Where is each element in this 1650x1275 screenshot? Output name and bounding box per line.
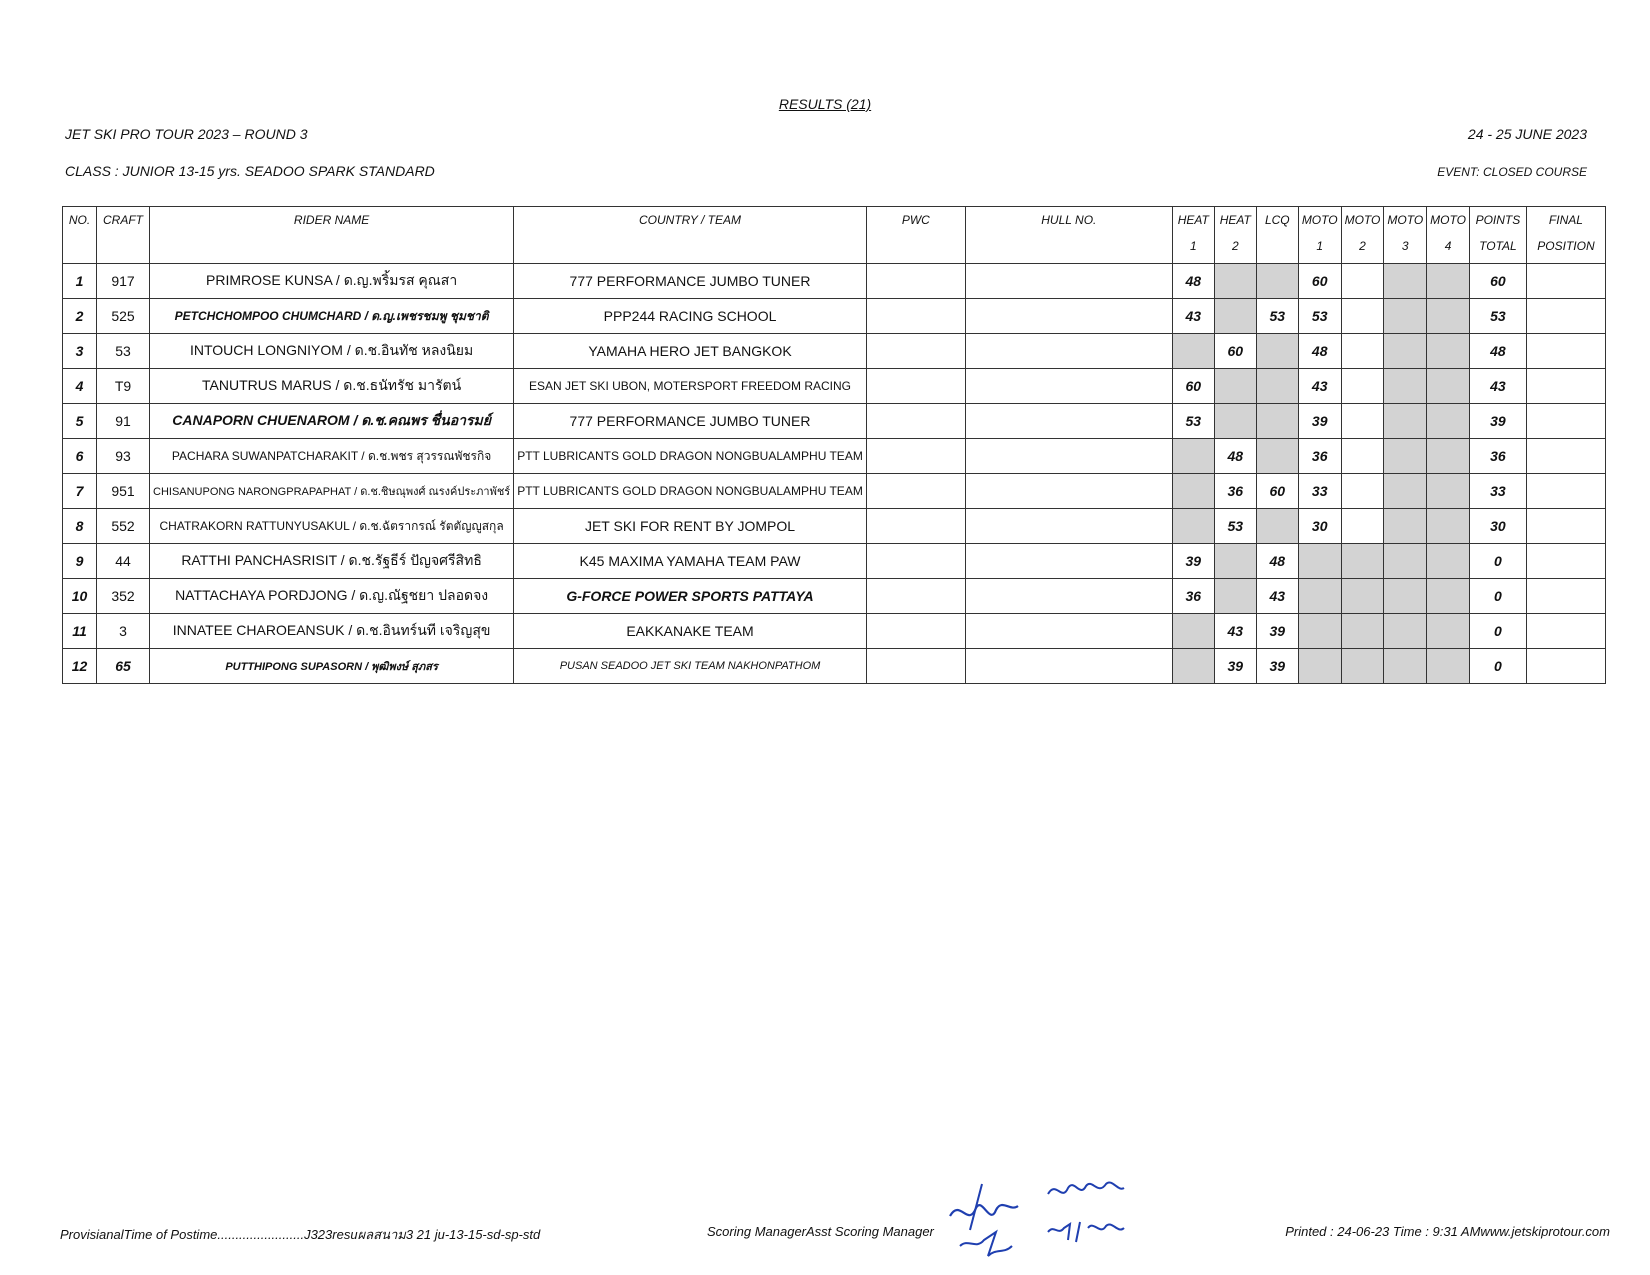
cell-lcq: 43: [1256, 579, 1298, 614]
col-pwc: PWC: [866, 207, 965, 264]
cell-lcq: 60: [1256, 474, 1298, 509]
cell-moto3: [1384, 369, 1427, 404]
cell-moto2: [1341, 264, 1384, 299]
cell-moto2: [1341, 579, 1384, 614]
cell-no: 7: [63, 474, 97, 509]
cell-points: 53: [1469, 299, 1526, 334]
cell-pwc: [866, 439, 965, 474]
cell-heat1: 48: [1172, 264, 1214, 299]
table-row: [63, 299, 1606, 334]
cell-rider: PUTTHIPONG SUPASORN / พุฒิพงษ์ สุภสร: [150, 649, 514, 684]
cell-no: 10: [63, 579, 97, 614]
cell-heat2: 39: [1214, 649, 1256, 684]
cell-moto3: [1384, 404, 1427, 439]
cell-no: 2: [63, 299, 97, 334]
cell-no: 3: [63, 334, 97, 369]
table-row: [63, 649, 1606, 684]
cell-craft: 91: [97, 404, 150, 439]
cell-hull: [965, 474, 1172, 509]
cell-heat2: 48: [1214, 439, 1256, 474]
cell-rider: INNATEE CHAROEANSUK / ด.ช.อินทร์นที เจริญสุข: [150, 614, 514, 649]
cell-craft: 65: [97, 649, 150, 684]
cell-lcq: [1256, 334, 1298, 369]
cell-moto1: 39: [1298, 404, 1341, 439]
cell-team: PUSAN SEADOO JET SKI TEAM NAKHONPATHOM: [514, 649, 867, 684]
col-moto4: MOTO 4: [1427, 207, 1470, 264]
cell-moto4: [1427, 264, 1470, 299]
col-no: NO.: [63, 207, 97, 264]
results-table: [62, 206, 1606, 684]
col-lcq: LCQ: [1256, 207, 1298, 264]
col-points: POINTS TOTAL: [1469, 207, 1526, 264]
cell-craft: 93: [97, 439, 150, 474]
cell-craft: 951: [97, 474, 150, 509]
cell-heat2: [1214, 264, 1256, 299]
cell-heat1: 39: [1172, 544, 1214, 579]
cell-lcq: 39: [1256, 614, 1298, 649]
cell-rider: PRIMROSE KUNSA / ด.ญ.พริ้มรส คุณสา: [150, 264, 514, 299]
cell-moto4: [1427, 579, 1470, 614]
table-row: [63, 439, 1606, 474]
cell-moto1: 36: [1298, 439, 1341, 474]
cell-team: G-FORCE POWER SPORTS PATTAYA: [514, 579, 867, 614]
cell-heat1: [1172, 509, 1214, 544]
cell-heat1: [1172, 334, 1214, 369]
cell-moto2: [1341, 614, 1384, 649]
col-moto2: MOTO 2: [1341, 207, 1384, 264]
cell-lcq: [1256, 264, 1298, 299]
results-title: RESULTS (21): [778, 96, 872, 112]
cell-heat2: [1214, 579, 1256, 614]
col-moto1: MOTO 1: [1298, 207, 1341, 264]
cell-moto3: [1384, 579, 1427, 614]
cell-team: 777 PERFORMANCE JUMBO TUNER: [514, 264, 867, 299]
cell-craft: 917: [97, 264, 150, 299]
cell-points: 0: [1469, 579, 1526, 614]
col-heat2: HEAT 2: [1214, 207, 1256, 264]
cell-heat2: 43: [1214, 614, 1256, 649]
cell-points: 0: [1469, 544, 1526, 579]
cell-moto3: [1384, 299, 1427, 334]
cell-craft: 525: [97, 299, 150, 334]
cell-hull: [965, 544, 1172, 579]
cell-rider: CHATRAKORN RATTUNYUSAKUL / ด.ช.ฉัตรากรณ์ รัตตัญญูสกุล: [150, 509, 514, 544]
cell-lcq: [1256, 404, 1298, 439]
cell-points: 33: [1469, 474, 1526, 509]
cell-lcq: 39: [1256, 649, 1298, 684]
col-moto3: MOTO 3: [1384, 207, 1427, 264]
cell-moto3: [1384, 649, 1427, 684]
cell-no: 12: [63, 649, 97, 684]
cell-moto4: [1427, 544, 1470, 579]
col-country: COUNTRY / TEAM: [514, 207, 867, 264]
cell-rider: RATTHI PANCHASRISIT / ด.ช.รัฐธีร์ ปัญจศรีสิทธิ: [150, 544, 514, 579]
col-heat1: HEAT 1: [1172, 207, 1214, 264]
cell-no: 9: [63, 544, 97, 579]
cell-pwc: [866, 264, 965, 299]
cell-moto3: [1384, 509, 1427, 544]
cell-final: [1526, 614, 1605, 649]
cell-moto2: [1341, 474, 1384, 509]
cell-moto1: 33: [1298, 474, 1341, 509]
table-row: [63, 474, 1606, 509]
cell-moto1: 53: [1298, 299, 1341, 334]
cell-heat1: [1172, 474, 1214, 509]
cell-pwc: [866, 614, 965, 649]
col-final: FINAL POSITION: [1526, 207, 1605, 264]
class-label: CLASS : JUNIOR 13-15 yrs. SEADOO SPARK STANDARD: [65, 163, 435, 179]
cell-moto1: 48: [1298, 334, 1341, 369]
cell-points: 60: [1469, 264, 1526, 299]
table-row: [63, 369, 1606, 404]
cell-pwc: [866, 649, 965, 684]
cell-heat2: [1214, 404, 1256, 439]
cell-team: YAMAHA HERO JET BANGKOK: [514, 334, 867, 369]
results-body: [63, 264, 1606, 684]
cell-moto4: [1427, 649, 1470, 684]
cell-pwc: [866, 544, 965, 579]
cell-moto2: [1341, 404, 1384, 439]
cell-craft: T9: [97, 369, 150, 404]
cell-points: 43: [1469, 369, 1526, 404]
cell-heat1: 60: [1172, 369, 1214, 404]
cell-moto1: [1298, 614, 1341, 649]
cell-rider: NATTACHAYA PORDJONG / ด.ญ.ณัฐชยา ปลอดจง: [150, 579, 514, 614]
cell-moto2: [1341, 649, 1384, 684]
table-row: [63, 614, 1606, 649]
cell-no: 11: [63, 614, 97, 649]
cell-lcq: [1256, 509, 1298, 544]
cell-moto4: [1427, 614, 1470, 649]
cell-moto1: 43: [1298, 369, 1341, 404]
cell-moto1: [1298, 649, 1341, 684]
table-row: [63, 404, 1606, 439]
cell-final: [1526, 404, 1605, 439]
cell-lcq: 53: [1256, 299, 1298, 334]
table-row: [63, 264, 1606, 299]
cell-moto3: [1384, 544, 1427, 579]
table-row: [63, 544, 1606, 579]
cell-no: 4: [63, 369, 97, 404]
cell-hull: [965, 334, 1172, 369]
table-header-row: [63, 207, 1606, 264]
cell-hull: [965, 369, 1172, 404]
cell-heat1: [1172, 614, 1214, 649]
cell-rider: CHISANUPONG NARONGPRAPAPHAT / ด.ช.ชิษณุพงศ์ ณรงค์ประภาพัชร์: [150, 474, 514, 509]
cell-rider: PACHARA SUWANPATCHARAKIT / ด.ช.พชร สุวรรณพัชรกิจ: [150, 439, 514, 474]
cell-moto4: [1427, 334, 1470, 369]
cell-final: [1526, 579, 1605, 614]
cell-moto3: [1384, 439, 1427, 474]
cell-no: 5: [63, 404, 97, 439]
signature-scoring-manager: [940, 1168, 1040, 1260]
event-date: 24 - 25 JUNE 2023: [1467, 126, 1587, 142]
cell-moto1: 30: [1298, 509, 1341, 544]
cell-moto3: [1384, 264, 1427, 299]
cell-final: [1526, 264, 1605, 299]
cell-moto3: [1384, 614, 1427, 649]
cell-hull: [965, 509, 1172, 544]
footer-left: ProvisianalTime of Postime........................J323resuผลสนาม3 21 ju-13-15-sd-sp-std: [60, 1227, 541, 1242]
cell-team: JET SKI FOR RENT BY JOMPOL: [514, 509, 867, 544]
col-craft: CRAFT: [97, 207, 150, 264]
cell-craft: 53: [97, 334, 150, 369]
cell-craft: 352: [97, 579, 150, 614]
cell-points: 36: [1469, 439, 1526, 474]
cell-final: [1526, 474, 1605, 509]
cell-heat2: 36: [1214, 474, 1256, 509]
cell-moto4: [1427, 404, 1470, 439]
cell-team: 777 PERFORMANCE JUMBO TUNER: [514, 404, 867, 439]
cell-final: [1526, 439, 1605, 474]
cell-heat1: 36: [1172, 579, 1214, 614]
cell-pwc: [866, 474, 965, 509]
cell-heat1: [1172, 439, 1214, 474]
cell-final: [1526, 649, 1605, 684]
cell-pwc: [866, 334, 965, 369]
cell-heat2: [1214, 299, 1256, 334]
cell-rider: CANAPORN CHUENAROM / ด.ช.คณพร ชื่นอารมย์: [150, 404, 514, 439]
col-rider: RIDER NAME: [150, 207, 514, 264]
table-row: [63, 509, 1606, 544]
cell-heat1: [1172, 649, 1214, 684]
cell-moto2: [1341, 334, 1384, 369]
cell-points: 30: [1469, 509, 1526, 544]
cell-final: [1526, 299, 1605, 334]
cell-moto3: [1384, 334, 1427, 369]
cell-hull: [965, 614, 1172, 649]
cell-hull: [965, 299, 1172, 334]
cell-points: 0: [1469, 614, 1526, 649]
cell-final: [1526, 544, 1605, 579]
cell-craft: 552: [97, 509, 150, 544]
cell-points: 48: [1469, 334, 1526, 369]
cell-no: 6: [63, 439, 97, 474]
cell-team: PTT LUBRICANTS GOLD DRAGON NONGBUALAMPHU TEAM: [514, 474, 867, 509]
cell-team: PTT LUBRICANTS GOLD DRAGON NONGBUALAMPHU TEAM: [514, 439, 867, 474]
cell-pwc: [866, 369, 965, 404]
cell-heat2: [1214, 544, 1256, 579]
cell-team: EAKKANAKE TEAM: [514, 614, 867, 649]
cell-moto4: [1427, 369, 1470, 404]
col-hull: HULL NO.: [965, 207, 1172, 264]
cell-lcq: [1256, 369, 1298, 404]
table-row: [63, 334, 1606, 369]
cell-moto1: 60: [1298, 264, 1341, 299]
cell-moto2: [1341, 509, 1384, 544]
cell-craft: 44: [97, 544, 150, 579]
cell-lcq: 48: [1256, 544, 1298, 579]
footer-right: Printed : 24-06-23 Time : 9:31 AMwww.jetskiprotour.com: [1285, 1224, 1610, 1239]
signature-asst-scoring-manager: [1040, 1170, 1130, 1252]
cell-moto4: [1427, 299, 1470, 334]
cell-final: [1526, 369, 1605, 404]
cell-heat1: 43: [1172, 299, 1214, 334]
cell-no: 8: [63, 509, 97, 544]
cell-pwc: [866, 404, 965, 439]
cell-rider: INTOUCH LONGNIYOM / ด.ช.อินทัช หลงนิยม: [150, 334, 514, 369]
cell-moto1: [1298, 544, 1341, 579]
cell-moto4: [1427, 474, 1470, 509]
footer-middle: Scoring ManagerAsst Scoring Manager: [707, 1224, 934, 1239]
cell-heat1: 53: [1172, 404, 1214, 439]
cell-hull: [965, 649, 1172, 684]
cell-final: [1526, 334, 1605, 369]
cell-pwc: [866, 579, 965, 614]
cell-pwc: [866, 509, 965, 544]
cell-hull: [965, 264, 1172, 299]
event-name: JET SKI PRO TOUR 2023 – ROUND 3: [65, 126, 308, 142]
cell-points: 39: [1469, 404, 1526, 439]
cell-moto2: [1341, 369, 1384, 404]
cell-team: K45 MAXIMA YAMAHA TEAM PAW: [514, 544, 867, 579]
cell-no: 1: [63, 264, 97, 299]
cell-lcq: [1256, 439, 1298, 474]
cell-hull: [965, 404, 1172, 439]
cell-team: ESAN JET SKI UBON, MOTERSPORT FREEDOM RACING: [514, 369, 867, 404]
cell-moto1: [1298, 579, 1341, 614]
cell-heat2: 60: [1214, 334, 1256, 369]
cell-pwc: [866, 299, 965, 334]
cell-moto4: [1427, 509, 1470, 544]
cell-moto3: [1384, 474, 1427, 509]
cell-hull: [965, 579, 1172, 614]
cell-craft: 3: [97, 614, 150, 649]
cell-rider: PETCHCHOMPOO CHUMCHARD / ด.ญ.เพชรชมพู ชุมชาติ: [150, 299, 514, 334]
cell-heat2: [1214, 369, 1256, 404]
cell-moto2: [1341, 439, 1384, 474]
cell-hull: [965, 439, 1172, 474]
cell-moto2: [1341, 544, 1384, 579]
event-type: EVENT: CLOSED COURSE: [1437, 165, 1587, 179]
cell-moto2: [1341, 299, 1384, 334]
cell-heat2: 53: [1214, 509, 1256, 544]
cell-final: [1526, 509, 1605, 544]
table-row: [63, 579, 1606, 614]
cell-team: PPP244 RACING SCHOOL: [514, 299, 867, 334]
cell-rider: TANUTRUS MARUS / ด.ช.ธนัทรัช มารัตน์: [150, 369, 514, 404]
cell-moto4: [1427, 439, 1470, 474]
cell-points: 0: [1469, 649, 1526, 684]
